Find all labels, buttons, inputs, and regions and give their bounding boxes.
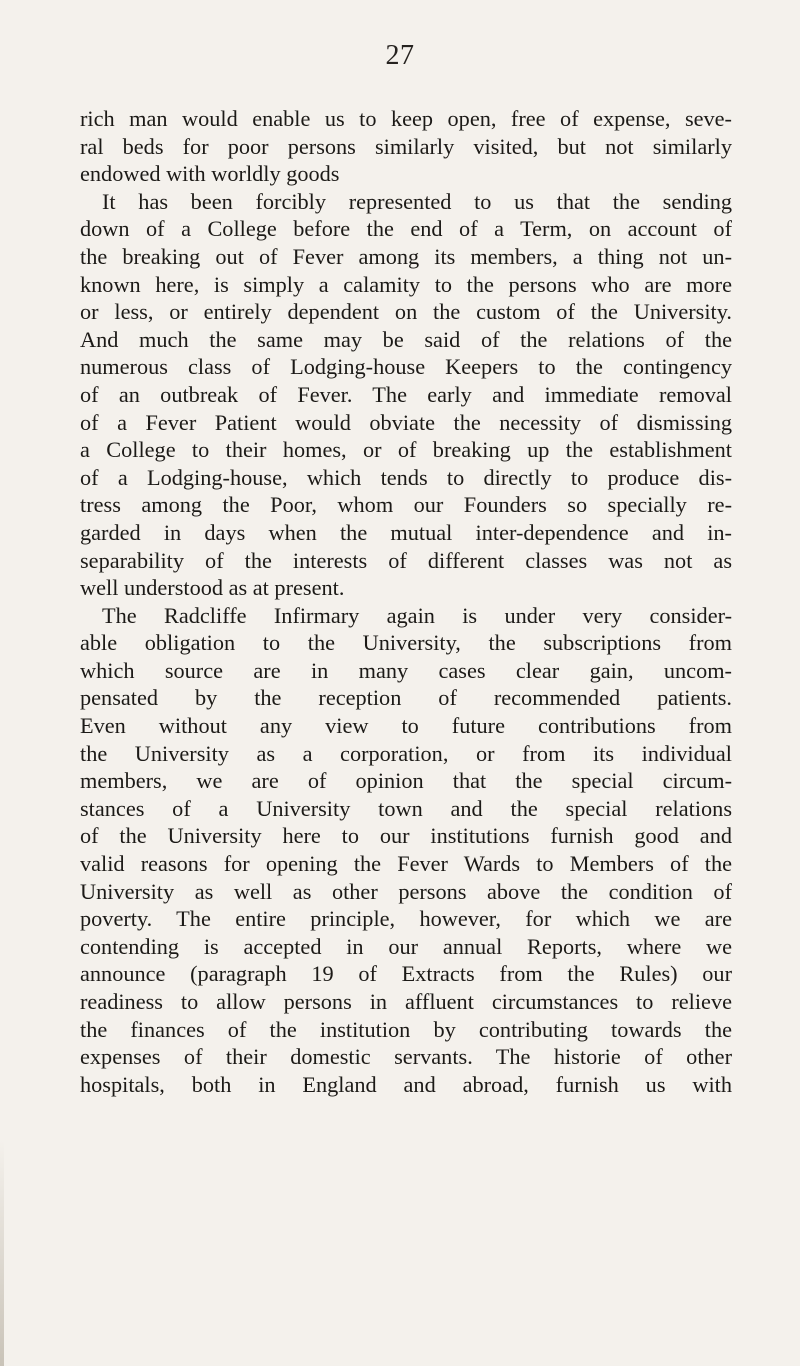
text-line: able obligation to the University, the subscriptions from (80, 630, 732, 656)
text-line: down of a College before the end of a Term, on account of (80, 216, 732, 242)
text-line: contending is accepted in our annual Reports, where we (80, 933, 732, 959)
text-line: which source are in many cases clear gain, uncom- (80, 657, 732, 683)
text-line: or less, or entirely dependent on the custom of the University. (80, 299, 732, 325)
text-line: expenses of their domestic servants. The historie of other (80, 1044, 732, 1070)
text-line: Even without any view to future contributions from (80, 713, 732, 739)
text-line: stances of a University town and the special relations (80, 795, 732, 821)
text-line: valid reasons for opening the Fever Wards to Members of the (80, 851, 732, 877)
text-line: a College to their homes, or of breaking up the establishment (80, 437, 732, 463)
text-line: The Radcliffe Infirmary again is under very consider- (102, 602, 732, 628)
text-line: pensated by the reception of recommended patients. (80, 685, 732, 711)
text-line: numerous class of Lodging-house Keepers to the contingency (80, 354, 732, 380)
text-line: of a Lodging-house, which tends to directly to produce dis- (80, 464, 732, 490)
text-line: University as well as other persons above the condition of (80, 878, 732, 904)
text-line: garded in days when the mutual inter-dependence and in- (80, 519, 732, 545)
text-line: of an outbreak of Fever. The early and immediate removal (80, 381, 732, 407)
text-line: It has been forcibly represented to us that the sending (102, 188, 732, 214)
text-line: tress among the Poor, whom our Founders so specially re- (80, 492, 732, 518)
page-edge-shadow (0, 1140, 4, 1366)
text-line: of a Fever Patient would obviate the necessity of dismissing (80, 409, 732, 435)
text-line: readiness to allow persons in affluent circumstances to relieve (80, 989, 732, 1014)
body-text (80, 105, 732, 1098)
text-line: poverty. The entire principle, however, for which we are (80, 906, 732, 932)
text-line: the University as a corporation, or from its individual (80, 740, 732, 766)
text-line: well understood as at present. (80, 575, 345, 601)
text-line: separability of the interests of different classes was not as (80, 547, 732, 573)
text-line: of the University here to our institutions furnish good and (80, 823, 732, 849)
text-line: ral beds for poor persons similarly visited, but not similarly (80, 133, 732, 159)
page-number: 27 (385, 40, 415, 71)
text-line: the finances of the institution by contributing towards the (80, 1016, 732, 1042)
text-line: known here, is simply a calamity to the persons who are more (80, 271, 732, 297)
text-line: members, we are of opinion that the special circum- (80, 768, 732, 794)
text-line: rich man would enable us to keep open, free of expense, seve- (80, 106, 732, 131)
text-line: hospitals, both in England and abroad, furnish us with (80, 1071, 732, 1097)
text-line: And much the same may be said of the relations of the (80, 326, 732, 352)
text-line: endowed with worldly goods (80, 161, 340, 187)
text-line: announce (paragraph 19 of Extracts from the Rules) our (80, 961, 732, 987)
text-line: the breaking out of Fever among its members, a thing not un- (80, 243, 732, 269)
